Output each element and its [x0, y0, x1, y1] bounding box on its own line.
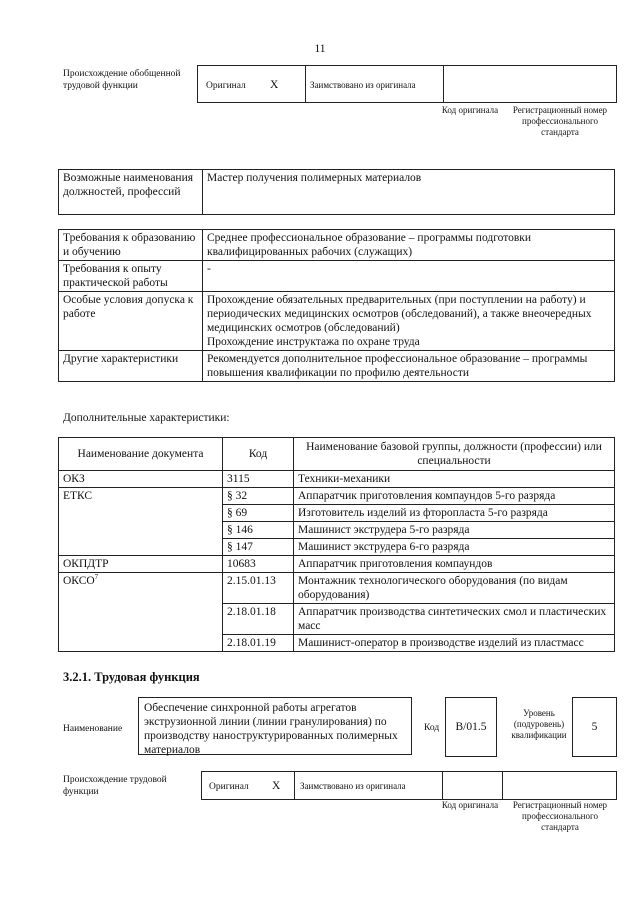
function-code-label: Код — [424, 723, 440, 733]
row-code: § 147 — [223, 539, 294, 556]
row-name: Машинист экструдера 5-го разряда — [294, 522, 615, 539]
row-doc-cell — [59, 573, 223, 652]
req-label: Требования к опыту практической работы — [59, 261, 203, 292]
row-name: Машинист экструдера 6-го разряда — [294, 539, 615, 556]
section-title: 3.2.1. Трудовая функция — [63, 670, 200, 684]
function-name-label: Наименование — [63, 724, 123, 734]
origin-box — [197, 65, 617, 103]
row-code: 10683 — [223, 556, 294, 573]
origin2-borrowed: Заимствовано из оригинала — [300, 781, 406, 791]
function-level-value: 5 — [572, 697, 617, 757]
row-doc: ОКЗ — [59, 471, 223, 488]
row-name: Техники-механики — [294, 471, 615, 488]
origin-mark: X — [270, 79, 279, 91]
row-code: 2.15.01.13 — [223, 573, 294, 604]
row-name: Монтажник технологического оборудования (по видам оборудования) — [294, 573, 615, 604]
row-doc: ОКПДТР — [59, 556, 223, 573]
origin-reg-label: Регистрационный номер профессионального стандарта — [512, 105, 608, 137]
row-doc: ЕТКС — [59, 488, 223, 556]
row-name: Аппаратчик приготовления компаундов 5-го разряда — [294, 488, 615, 505]
requirements-table — [58, 229, 615, 382]
row-name: Аппаратчик производства синтетических смол и пластических масс — [294, 604, 615, 635]
origin-label: Происхождение обобщенной трудовой функции — [63, 69, 181, 91]
header-name: Наименование базовой группы, должности (профессии) или специальности — [294, 438, 615, 471]
origin2-label: Происхождение трудовой функции — [63, 775, 167, 797]
positions-value: Мастер получения полимерных материалов — [203, 170, 615, 215]
row-name: Изготовитель изделий из фторопласта 5-го разряда — [294, 505, 615, 522]
positions-table — [58, 169, 615, 215]
origin-code-label: Код оригинала — [441, 105, 499, 115]
row-name: Аппаратчик приготовления компаундов — [294, 556, 615, 573]
header-doc: Наименование документа — [59, 438, 223, 471]
origin2-code-label: Код оригинала — [441, 800, 499, 810]
row-doc: ОКСО — [63, 575, 95, 587]
req-label: Другие характеристики — [59, 351, 203, 382]
req-value: Прохождение обязательных предварительных (при поступлении на работу) и периодических медицинских осмотров (обследований), а также внеочередных медицинских осмотров (обследований) — [207, 294, 592, 334]
row-name: Машинист-оператор в производстве изделий из пластмасс — [294, 635, 615, 652]
row-code: § 32 — [223, 488, 294, 505]
row-code: § 69 — [223, 505, 294, 522]
footnote-mark: 7 — [94, 573, 99, 582]
row-code: 2.18.01.18 — [223, 604, 294, 635]
origin2-original: Оригинал — [209, 782, 249, 792]
function-level-label: Уровень (подуровень) квалификации — [511, 708, 567, 740]
origin2-mark: X — [272, 780, 281, 792]
origin2-box — [201, 771, 617, 800]
page-number: 11 — [314, 43, 326, 55]
req-value: Рекомендуется дополнительное профессиональное образование – программы повышения квалификации по профилю деятельности — [203, 351, 615, 382]
req-value: Среднее профессиональное образование – программы подготовки квалифицированных рабочих (служащих) — [203, 230, 615, 261]
req-label: Особые условия допуска к работе — [59, 292, 203, 351]
additional-title: Дополнительные характеристики: — [63, 412, 230, 424]
origin2-reg-label: Регистрационный номер профессионального стандарта — [512, 800, 608, 832]
req-label: Требования к образованию и обучению — [59, 230, 203, 261]
req-value-2: Прохождение инструктажа по охране труда — [207, 336, 420, 348]
positions-label: Возможные наименования должностей, профессий — [59, 170, 203, 215]
function-code-value: B/01.5 — [445, 697, 497, 757]
row-code: § 146 — [223, 522, 294, 539]
row-code: 2.18.01.19 — [223, 635, 294, 652]
header-code: Код — [223, 438, 294, 471]
req-value: - — [203, 261, 615, 292]
origin-borrowed: Заимствовано из оригинала — [310, 80, 416, 90]
origin-original: Оригинал — [206, 81, 246, 91]
row-code: 3115 — [223, 471, 294, 488]
additional-table — [58, 437, 615, 652]
function-name-value: Обеспечение синхронной работы агрегатов экструзионной линии (линии гранулирования) по производству наноструктурированных полимерных материалов — [138, 697, 412, 755]
req-value-cell — [203, 292, 615, 351]
